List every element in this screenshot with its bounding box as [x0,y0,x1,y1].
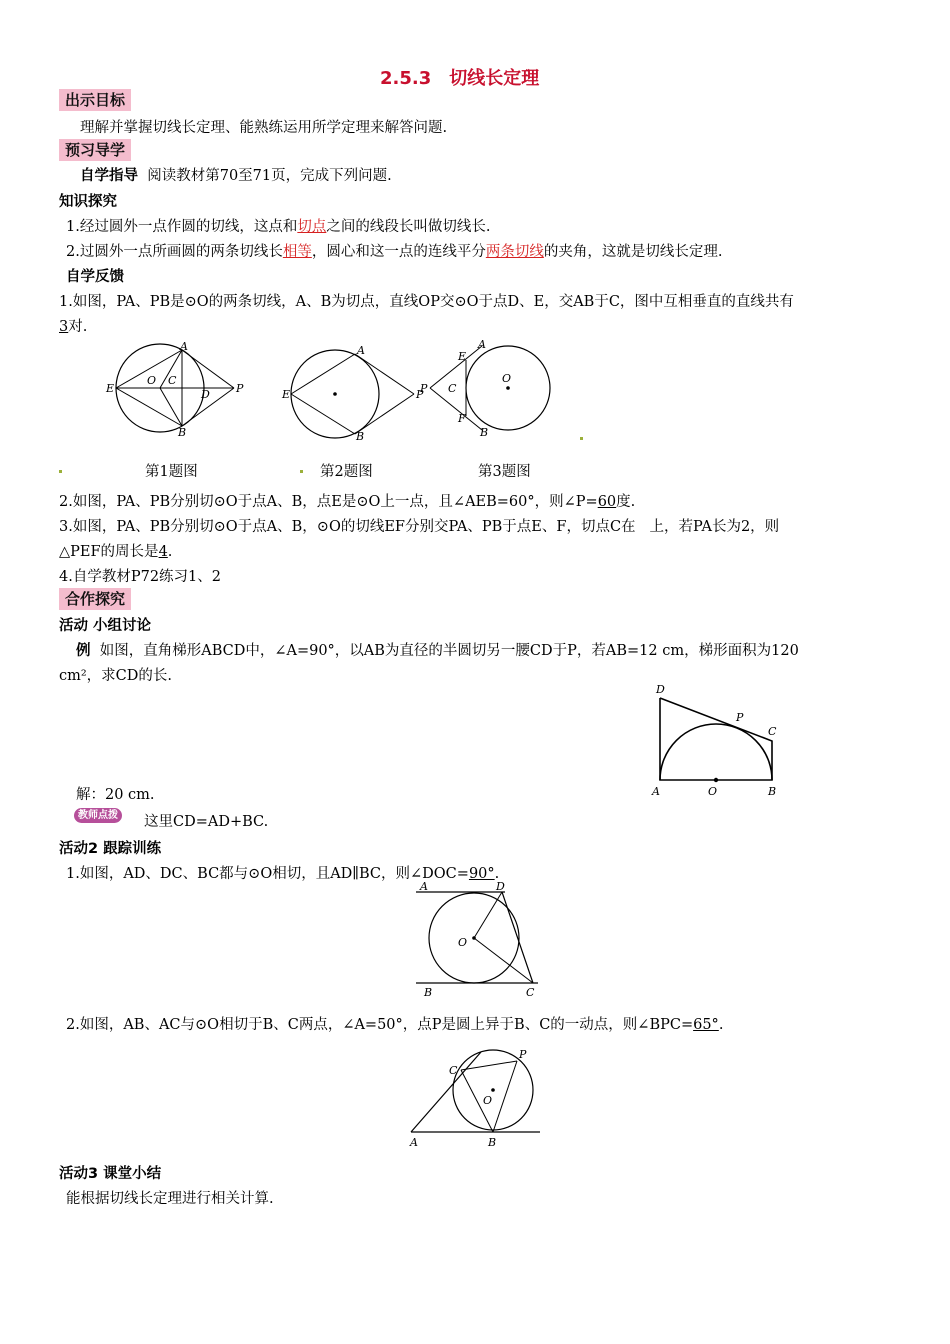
knowledge-item-2 [66,240,722,261]
answer-q2: 60 [597,494,617,510]
fig2-line-ea [291,354,355,394]
fig1-label-p: P [236,382,244,395]
fig3-label-f: F [458,412,466,425]
fig3-label-o: O [502,372,512,385]
fig3-label-a: A [478,338,486,351]
answer-activity2-q1: 90° [468,866,495,882]
fig3-center [506,386,510,390]
fig1-label-c: C [168,374,177,387]
feedback-q1-post: 对. [68,319,88,335]
fig1-label-a: A [180,340,188,353]
section-badge-coop: 合作探究 [59,588,131,610]
fig2-line-eb [291,394,355,434]
feedback-q2-pre: 2.如图，PA、PB分别切⊙O于点A、B，点E是⊙O上一点，且∠AEB=60°，则∠P= [59,494,598,510]
example-label: 例 [76,643,91,659]
trap-semicircle [660,724,772,780]
fig1-line-eb [116,388,182,426]
activity2-q2-pre: 2.如图，AB、AC与⊙O相切于B、C两点，∠A=50°，点P是圆上异于B、C的一动点，则∠BPC= [66,1017,694,1033]
caption-fig2: 第2题图 [320,464,373,480]
answer-q1: 3 [59,319,69,335]
mark-dot [300,470,303,473]
feedback-q3-mid: 上，若PA长为2，则 [649,519,780,535]
fig2-center [333,392,337,396]
trap-label-d: D [656,683,665,696]
page-title: 2.5.3 切线长定理 [380,68,540,89]
figure-2 [280,340,430,443]
feedback-q3-line2-pre: △PEF的周长是 [59,544,159,560]
feedback-q3-line1 [59,515,779,536]
fig1-label-e: E [106,382,115,395]
a2q2-label-a: A [410,1136,418,1149]
fig3-label-p: P [420,382,428,395]
knowledge-item-1-pre: 1.经过圆外一点作圆的切线，这点和 [66,219,298,235]
feedback-heading: 自学反馈 [66,269,124,285]
activity2-heading: 活动2 跟踪训练 [59,841,162,857]
mark-dot [580,437,583,440]
feedback-q2-post: 度. [616,494,636,510]
guide-label: 自学指导 [80,168,138,184]
feedback-q1-line1: 1.如图，PA、PB是⊙O的两条切线，A、B为切点，直线OP交⊙O于点D、E，交AB于C，图中互相垂直的直线共有 [59,294,794,310]
section-badge-preview: 预习导学 [59,139,131,161]
a2q1-label-o: O [458,936,468,949]
figure-trapezoid [650,683,790,803]
a2q2-label-b: B [488,1136,497,1149]
example-text-1: 如图，直角梯形ABCD中，∠A=90°，以AB为直径的半圆切另一腰CD于P，若AB=12 cm，梯形面积为120 [99,643,799,659]
answer-qiedian: 切点 [297,219,327,235]
goal-text: 理解并掌握切线长定理、能熟练运用所学定理来解答问题. [80,120,448,136]
knowledge-item-2-pre: 2.过圆外一点所画圆的两条切线长 [66,244,283,260]
figure-3 [420,340,560,440]
a2q2-center [491,1088,495,1092]
answer-liangtiaoqiexian: 两条切线 [485,244,544,260]
caption-fig1: 第1题图 [145,464,198,480]
fig2-label-a: A [357,344,365,357]
knowledge-item-2-mid: ，圆心和这一点的连线平分 [311,244,486,260]
activity2-q1-post: . [494,866,500,882]
fig1-line-pa [182,350,234,388]
trap-label-c: C [768,725,777,738]
guide-line [80,164,392,185]
a2q1-line-od [474,892,502,938]
example-line1 [76,639,799,660]
trap-center [714,778,718,782]
figure-activity2-q2 [405,1040,550,1150]
answer-q3: 4 [158,544,168,560]
fig2-label-b: B [356,430,365,443]
section-badge-goal: 出示目标 [59,89,131,111]
a2q2-label-p: P [519,1048,527,1061]
mark-dot [59,470,62,473]
fig3-label-e: E [458,350,467,363]
fig2-label-e: E [282,388,291,401]
trap-label-o: O [708,785,718,798]
feedback-q3-pre: 3.如图，PA、PB分别切⊙O于点A、B，⊙O的切线EF分别交PA、PB于点E、F，切点C在 [59,519,636,535]
activity3-heading: 活动3 课堂小结 [59,1166,162,1182]
a2q2-label-c: C [449,1064,458,1077]
knowledge-item-2-post: 的夹角，这就是切线长定理. [543,244,723,260]
teacher-tip-text: 这里CD=AD+BC. [144,814,269,830]
feedback-q1-line2 [59,315,87,336]
knowledge-item-1-post: 之间的线段长叫做切线长. [326,219,491,235]
a2q1-label-a: A [420,880,428,893]
activity2-q2 [66,1013,723,1034]
example-line2: cm²，求CD的长. [59,668,173,684]
answer-xiangdeng: 相等 [282,244,312,260]
feedback-q3-line2-post: . [167,544,173,560]
knowledge-heading: 知识探究 [59,194,117,210]
fig2-line-pa [355,354,414,394]
activity1-heading: 活动 小组讨论 [59,618,152,634]
activity2-q2-post: . [718,1017,724,1033]
activity3-text: 能根据切线长定理进行相关计算. [66,1191,274,1207]
teacher-tip-tag: 教师点拨 [74,808,122,823]
a2q1-label-b: B [424,986,433,999]
a2q2-line-pb [493,1061,517,1132]
guide-text: 阅读教材第70至71页，完成下列问题. [147,168,392,184]
answer-activity2-q2: 65° [693,1017,719,1033]
feedback-q3-line2 [59,540,172,561]
feedback-q2 [59,490,635,511]
fig3-label-c: C [448,382,457,395]
fig2-line-pb [355,394,414,434]
knowledge-item-1 [66,215,490,236]
trap-label-b: B [768,785,777,798]
fig1-label-b: B [178,426,187,439]
fig1-label-o: O [147,374,157,387]
a2q1-label-c: C [526,986,535,999]
fig2-label-p: P [416,388,424,401]
a2q1-line-oc [474,938,533,983]
fig1-line-ob [160,388,182,426]
activity2-q1-pre: 1.如图，AD、DC、BC都与⊙O相切，且AD∥BC，则∠DOC= [66,866,469,882]
a2q1-label-d: D [496,880,505,893]
figure-activity2-q1 [410,880,550,1000]
trap-label-a: A [652,785,660,798]
feedback-q4: 4.自学教材P72练习1、2 [59,569,221,585]
solution-text: 解：20 cm. [76,787,155,803]
a2q2-line-ac [411,1052,481,1132]
fig1-label-d: D [201,388,210,401]
fig3-label-b: B [480,426,489,439]
figure-1 [100,340,260,440]
trap-label-p: P [736,711,744,724]
a2q2-label-o: O [483,1094,493,1107]
caption-fig3: 第3题图 [478,464,531,480]
